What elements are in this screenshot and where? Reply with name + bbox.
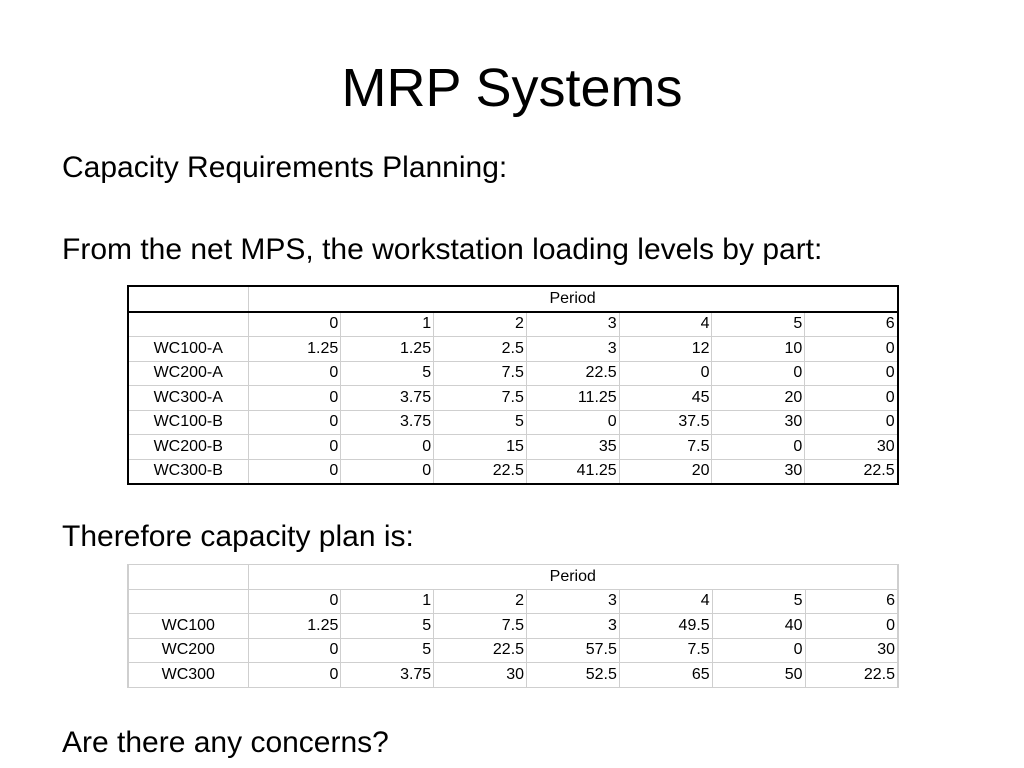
loading-cell: 5 xyxy=(341,361,434,386)
loading-period-label: Period xyxy=(248,286,898,312)
loading-cell: 0 xyxy=(712,435,805,460)
loading-levels-table xyxy=(127,285,899,485)
table-row xyxy=(128,386,898,411)
loading-cell: 41.25 xyxy=(526,459,619,484)
capacity-cell: 0 xyxy=(248,663,341,688)
loading-cell: 30 xyxy=(712,410,805,435)
loading-period-0: 0 xyxy=(248,312,341,337)
loading-cell: 7.5 xyxy=(619,435,712,460)
table-row xyxy=(128,663,898,688)
loading-period-6: 6 xyxy=(805,312,898,337)
loading-cell: 11.25 xyxy=(526,386,619,411)
capacity-cell: 7.5 xyxy=(434,614,527,639)
capacity-cell: 52.5 xyxy=(527,663,620,688)
capacity-cell: 65 xyxy=(619,663,712,688)
loading-period-3: 3 xyxy=(526,312,619,337)
loading-cell: 3.75 xyxy=(341,386,434,411)
loading-cell: 12 xyxy=(619,337,712,362)
capacity-cell: 22.5 xyxy=(434,638,527,663)
loading-cell: 0 xyxy=(248,410,341,435)
loading-cell: 0 xyxy=(712,361,805,386)
loading-row-label: WC200-B xyxy=(128,435,248,460)
loading-cell: 0 xyxy=(805,337,898,362)
capacity-cell: 22.5 xyxy=(805,663,898,688)
table-row xyxy=(128,614,898,639)
capacity-corner-cell xyxy=(128,565,248,590)
loading-row-label: WC200-A xyxy=(128,361,248,386)
table-row xyxy=(128,459,898,484)
loading-cell: 0 xyxy=(805,410,898,435)
capacity-cell: 3 xyxy=(527,614,620,639)
capacity-period-4: 4 xyxy=(619,589,712,614)
loading-cell: 35 xyxy=(526,435,619,460)
loading-corner-cell xyxy=(128,286,248,312)
loading-cell: 30 xyxy=(712,459,805,484)
capacity-period-2: 2 xyxy=(434,589,527,614)
capacity-plan-text: Therefore capacity plan is: xyxy=(62,520,414,553)
concerns-question: Are there any concerns? xyxy=(62,726,389,759)
capacity-period-0: 0 xyxy=(248,589,341,614)
loading-cell: 0 xyxy=(526,410,619,435)
capacity-period-6: 6 xyxy=(805,589,898,614)
capacity-row-label: WC100 xyxy=(128,614,248,639)
loading-cell: 3 xyxy=(526,337,619,362)
loading-cell: 20 xyxy=(619,459,712,484)
loading-cell: 2.5 xyxy=(434,337,527,362)
loading-row-label: WC300-B xyxy=(128,459,248,484)
table-row xyxy=(128,410,898,435)
capacity-blank-cell xyxy=(128,589,248,614)
capacity-plan-table xyxy=(127,564,899,688)
capacity-period-3: 3 xyxy=(527,589,620,614)
capacity-cell: 49.5 xyxy=(619,614,712,639)
capacity-cell: 5 xyxy=(341,638,434,663)
loading-cell: 1.25 xyxy=(341,337,434,362)
loading-cell: 0 xyxy=(248,361,341,386)
capacity-row-label: WC200 xyxy=(128,638,248,663)
loading-cell: 20 xyxy=(712,386,805,411)
loading-period-4: 4 xyxy=(619,312,712,337)
loading-period-2: 2 xyxy=(434,312,527,337)
capacity-heading: Capacity Requirements Planning: xyxy=(62,151,508,184)
capacity-cell: 7.5 xyxy=(619,638,712,663)
table-row xyxy=(128,337,898,362)
loading-cell: 1.25 xyxy=(248,337,341,362)
loading-row-label: WC100-B xyxy=(128,410,248,435)
loading-row-label: WC100-A xyxy=(128,337,248,362)
table-row xyxy=(128,638,898,663)
capacity-period-label: Period xyxy=(248,565,898,590)
capacity-period-5: 5 xyxy=(712,589,805,614)
loading-cell: 0 xyxy=(248,435,341,460)
loading-cell: 22.5 xyxy=(805,459,898,484)
loading-cell: 10 xyxy=(712,337,805,362)
capacity-period-header-row xyxy=(128,565,898,590)
loading-cell: 22.5 xyxy=(526,361,619,386)
loading-cell: 7.5 xyxy=(434,386,527,411)
intro-text: From the net MPS, the workstation loading levels by part: xyxy=(62,233,823,266)
loading-cell: 0 xyxy=(805,386,898,411)
capacity-cell: 30 xyxy=(434,663,527,688)
slide-title: MRP Systems xyxy=(341,58,683,118)
loading-cell: 0 xyxy=(248,386,341,411)
capacity-cell: 40 xyxy=(712,614,805,639)
table-row xyxy=(128,361,898,386)
loading-period-numbers-row xyxy=(128,312,898,337)
loading-cell: 3.75 xyxy=(341,410,434,435)
capacity-period-1: 1 xyxy=(341,589,434,614)
loading-cell: 0 xyxy=(619,361,712,386)
loading-period-5: 5 xyxy=(712,312,805,337)
loading-period-header-row xyxy=(128,286,898,312)
loading-cell: 7.5 xyxy=(434,361,527,386)
capacity-cell: 5 xyxy=(341,614,434,639)
loading-cell: 45 xyxy=(619,386,712,411)
capacity-cell: 3.75 xyxy=(341,663,434,688)
loading-cell: 5 xyxy=(434,410,527,435)
table-row xyxy=(128,435,898,460)
loading-cell: 0 xyxy=(248,459,341,484)
capacity-cell: 50 xyxy=(712,663,805,688)
loading-cell: 30 xyxy=(805,435,898,460)
loading-cell: 0 xyxy=(805,361,898,386)
loading-row-label: WC300-A xyxy=(128,386,248,411)
loading-cell: 0 xyxy=(341,459,434,484)
capacity-period-numbers-row xyxy=(128,589,898,614)
capacity-cell: 0 xyxy=(248,638,341,663)
loading-cell: 37.5 xyxy=(619,410,712,435)
loading-blank-cell xyxy=(128,312,248,337)
capacity-cell: 57.5 xyxy=(527,638,620,663)
loading-cell: 15 xyxy=(434,435,527,460)
capacity-cell: 1.25 xyxy=(248,614,341,639)
capacity-cell: 0 xyxy=(805,614,898,639)
loading-period-1: 1 xyxy=(341,312,434,337)
capacity-cell: 30 xyxy=(805,638,898,663)
capacity-cell: 0 xyxy=(712,638,805,663)
loading-cell: 0 xyxy=(341,435,434,460)
loading-cell: 22.5 xyxy=(434,459,527,484)
capacity-row-label: WC300 xyxy=(128,663,248,688)
